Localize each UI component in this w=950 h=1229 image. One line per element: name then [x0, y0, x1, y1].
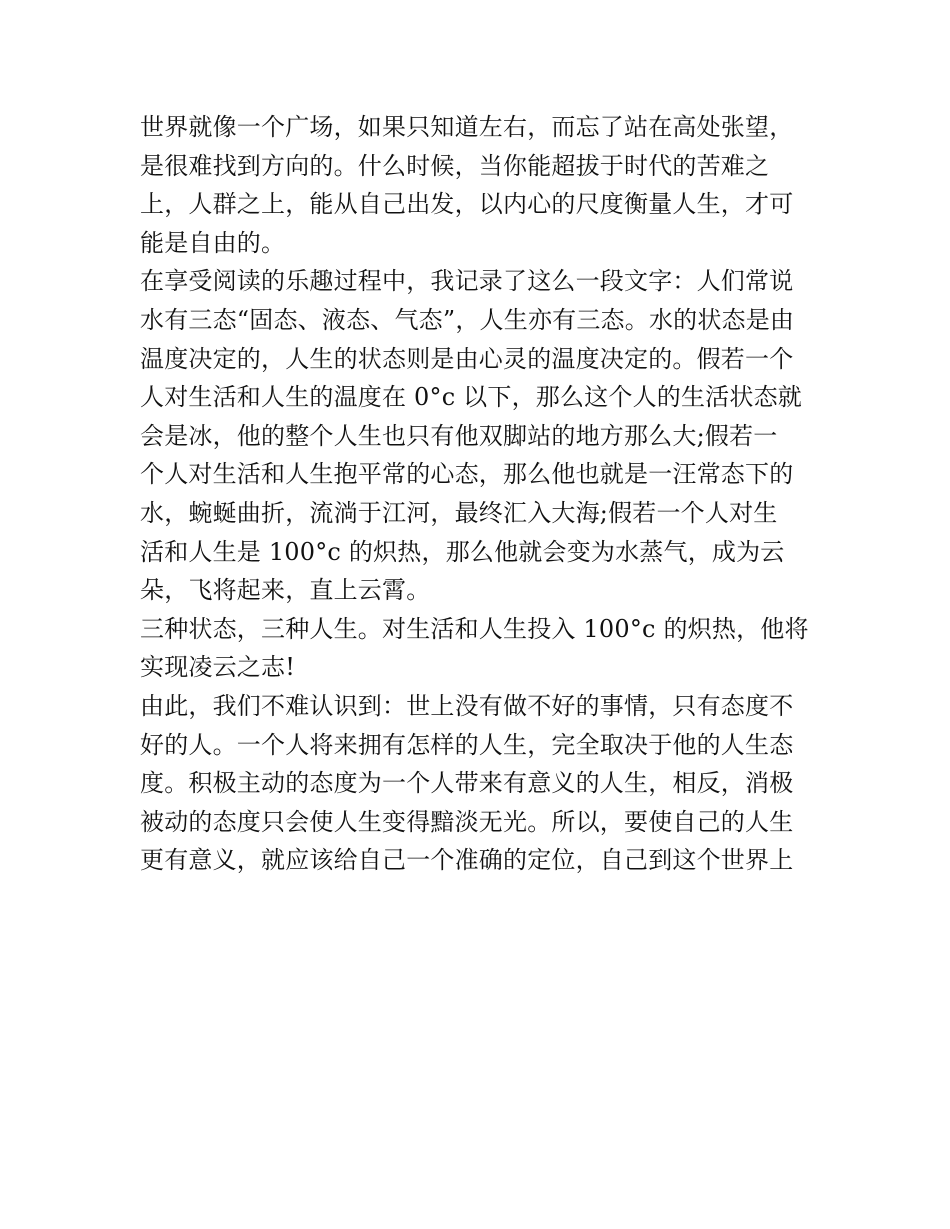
text-line: 是很难找到方向的。什么时候，当你能超拔于时代的苦难之 — [140, 151, 770, 180]
text-line: 由此，我们不难认识到：世上没有做不好的事情，只有态度不 — [140, 691, 794, 720]
text-line: 会是冰，他的整个人生也只有他双脚站的地方那么大;假若一 — [140, 421, 778, 450]
document-body — [140, 108, 820, 880]
text-line: 能是自由的。 — [140, 228, 286, 257]
text-line: 实现凌云之志! — [140, 653, 296, 682]
text-line: 个人对生活和人生抱平常的心态，那么他也就是一汪常态下的 — [140, 460, 794, 489]
text-line: 三种状态，三种人生。对生活和人生投入 100°c 的炽热，他将 — [140, 614, 809, 643]
paragraph-3 — [140, 610, 820, 687]
text-line: 在享受阅读的乐趣过程中，我记录了这么一段文字：人们常说 — [140, 267, 794, 296]
text-line: 世界就像一个广场，如果只知道左右，而忘了站在高处张望， — [140, 113, 794, 141]
text-line: 度。积极主动的态度为一个人带来有意义的人生，相反，消极 — [140, 769, 794, 798]
text-line: 好的人。一个人将来拥有怎样的人生，完全取决于他的人生态 — [140, 730, 794, 759]
text-line: 上，人群之上，能从自己出发，以内心的尺度衡量人生，才可 — [140, 190, 794, 219]
paragraph-2 — [140, 262, 820, 609]
text-line: 被动的态度只会使人生变得黯淡无光。所以，要使自己的人生 — [140, 807, 794, 836]
paragraph-4 — [140, 687, 820, 880]
text-line: 朵，飞将起来，直上云霄。 — [140, 576, 431, 605]
text-line: 水有三态“固态、液态、气态”，人生亦有三态。水的状态是由 — [140, 305, 795, 334]
text-line: 活和人生是 100°c 的炽热，那么他就会变为水蒸气，成为云 — [140, 537, 785, 566]
paragraph-1 — [140, 108, 820, 262]
text-line: 人对生活和人生的温度在 0°c 以下，那么这个人的生活状态就 — [140, 383, 802, 412]
text-line: 更有意义，就应该给自己一个准确的定位，自己到这个世界上 — [140, 846, 794, 875]
text-line: 温度决定的，人生的状态则是由心灵的温度决定的。假若一个 — [140, 344, 794, 373]
text-line: 水，蜿蜒曲折，流淌于江河，最终汇入大海;假若一个人对生 — [140, 498, 778, 527]
